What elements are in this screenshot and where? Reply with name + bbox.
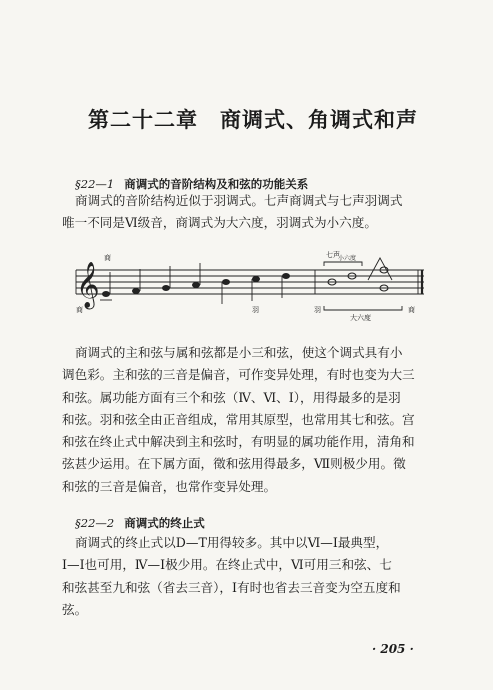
body-line: 和弦在终止式中解决到主和弦时，有明显的属功能作用，清角和 <box>62 434 415 450</box>
body-line: 和弦甚至九和弦（省去三音），Ⅰ有时也省去三音变为空五度和 <box>62 579 401 595</box>
label-shang-right: 商 <box>408 306 415 314</box>
section-2-body <box>62 532 434 621</box>
body-line: 弦甚少运用。在下属方面，徵和弦用得最多，Ⅶ则极少用。徵 <box>62 456 406 472</box>
intro-line: 唯一不同是Ⅵ级音，商调式为大六度，羽调式为小六度。 <box>62 215 377 231</box>
section-1-intro <box>62 190 434 235</box>
body-line: 和弦的三音是偏音，也常作变异处理。 <box>62 478 277 494</box>
body-line: 和弦。羽和弦全由正音组成，常用其原型，也常用其七和弦。宫 <box>62 411 415 427</box>
chapter-number: 第二十二章 <box>88 107 198 132</box>
section-1-number: §22—1 <box>75 177 115 191</box>
body-line: 弦。 <box>62 601 88 617</box>
body-line: 调色彩。主和弦的三音是偏音，可作变异处理，有时也变为大三 <box>62 367 415 383</box>
label-shang-bottom-left: 商 <box>76 306 83 314</box>
section-2-number: §22—2 <box>75 516 115 530</box>
body-line: Ⅰ—Ⅰ也可用，Ⅳ—Ⅰ极少用。在终止式中，Ⅵ可用三和弦、七 <box>62 557 392 573</box>
treble-clef-icon: 𝄞 <box>76 262 100 308</box>
body-line: 和弦。属功能方面有三个和弦（Ⅳ、Ⅵ、Ⅰ），用得最多的是羽 <box>62 389 401 405</box>
label-qisheng: 七声 <box>326 251 340 259</box>
label-shang-top: 商 <box>104 254 111 262</box>
music-example <box>62 240 434 330</box>
label-daliudu: 大六度 <box>350 314 371 322</box>
section-2-title: 商调式的终止式 <box>124 516 205 530</box>
section-1-title: 商调式的音阶结构及和弦的功能关系 <box>124 177 309 191</box>
label-yu-mid: 羽 <box>252 306 259 314</box>
section-2-heading <box>75 515 205 531</box>
body-line: 商调式的主和弦与属和弦都是小三和弦，使这个调式具有小 <box>75 345 403 360</box>
intro-line: 商调式的音阶结构近似于羽调式。七声商调式与七声羽调式 <box>75 193 403 208</box>
label-yu-right: 羽 <box>314 306 321 314</box>
chapter-title <box>88 104 448 134</box>
page-number: · 205 · <box>372 642 414 656</box>
label-xiaoliudu: 小六度 <box>338 255 357 262</box>
section-1-body <box>62 342 434 498</box>
body-line: 商调式的终止式以D—T用得较多。其中以Ⅵ—Ⅰ最典型， <box>75 535 389 550</box>
chapter-name: 商调式、角调式和声 <box>220 107 418 132</box>
